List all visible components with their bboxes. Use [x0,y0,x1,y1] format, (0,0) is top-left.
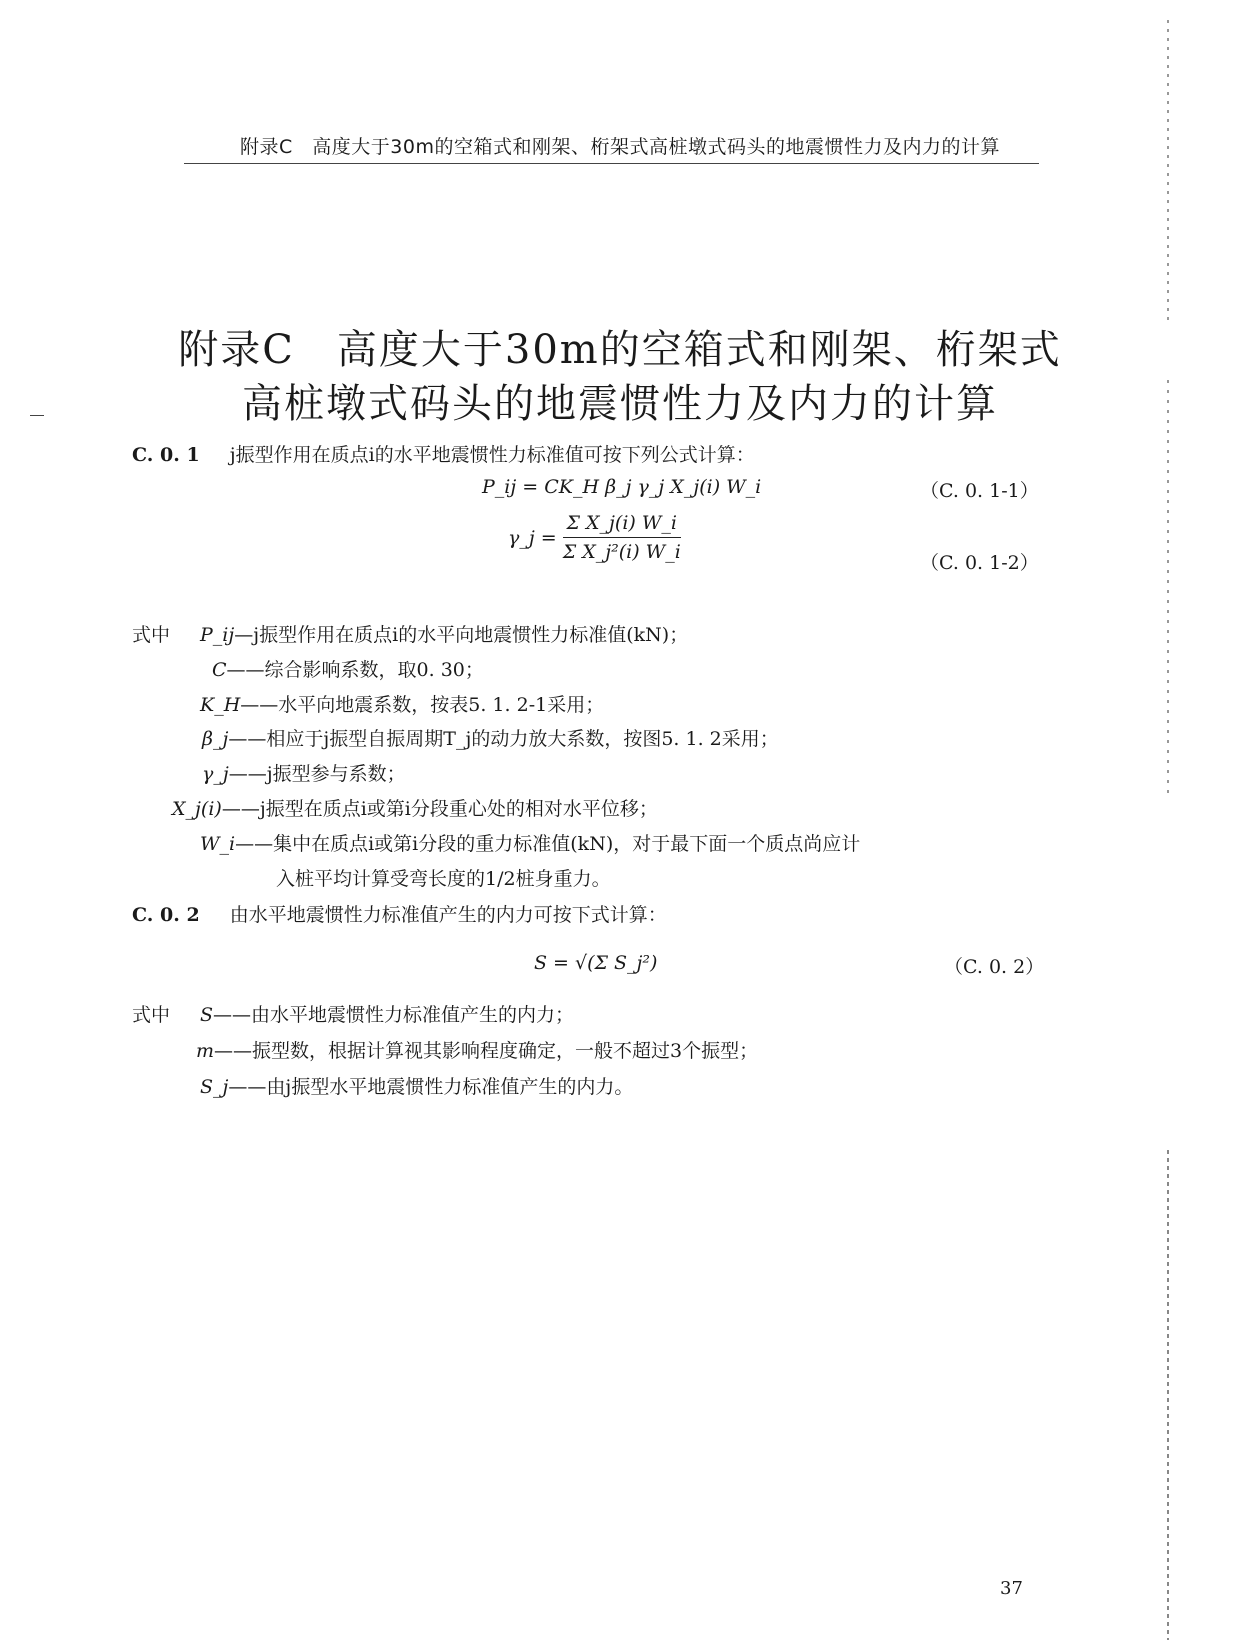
def-text: —j振型作用在质点i的水平向地震惯性力标准值(kN)； [234,624,689,646]
margin-mark [30,415,44,416]
def-c01-6 [200,829,860,856]
def-c01-1 [212,655,484,682]
scan-edge-top [1167,20,1169,320]
clause-c01-text: j振型作用在质点i的水平地震惯性力标准值可按下列公式计算： [229,444,755,466]
eq2-lhs: γ_j = [508,526,557,549]
def-text: ——水平向地震系数，按表5. 1. 2-1采用； [240,694,605,716]
def-c01-4 [202,759,406,786]
eq2-numerator: Σ X_j(i) W_i [566,512,677,534]
def-symbol: S [200,1004,214,1026]
def-text: ——集中在质点i或第i分段的重力标准值(kN)，对于最下面一个质点尚应计 [235,833,861,855]
running-header: 附录C 高度大于30m的空箱式和刚架、桁架式高桩墩式码头的地震惯性力及内力的计算 [240,136,1000,158]
def-text: ——由j振型水平地震惯性力标准值产生的内力。 [228,1076,634,1098]
where-label-c01: 式中 [132,624,171,646]
def-c01-0 [200,620,688,647]
def-c02-2 [200,1072,633,1099]
scan-edge-bottom [1167,1150,1169,1640]
def-symbol: β_j [202,728,229,750]
page-number: 37 [1000,1578,1023,1599]
equation-c02: S = √(Σ S_j²) [534,952,658,974]
def-symbol: K_H [200,694,241,716]
where-label-c02: 式中 [132,1004,171,1026]
def-text: ——相应于j振型自振周期T_j的动力放大系数，按图5. 1. 2采用； [228,728,779,750]
clause-c02-label: C. 0. 2 [132,904,200,926]
def-text: ——由水平地震惯性力标准值产生的内力； [213,1004,575,1026]
equation-number-c02: （C. 0. 2） [944,956,1045,978]
def-c01-3 [202,724,779,751]
equation-c01-2 [508,512,681,563]
def-symbol: S_j [200,1076,229,1098]
def-symbol: γ_j [202,763,229,785]
scan-edge-middle [1167,380,1169,800]
header-rule [184,163,1039,164]
title-line-2: 高桩墩式码头的地震惯性力及内力的计算 [242,381,998,427]
title-line-1: 附录C 高度大于30m的空箱式和刚架、桁架式 [178,327,1062,373]
def-symbol: C [212,659,227,681]
eq2-denominator: Σ X_j²(i) W_i [562,541,681,563]
def-c02-0 [200,1000,574,1027]
clause-c01 [132,440,755,467]
clause-c01-label: C. 0. 1 [132,444,200,466]
def-text: ——j振型在质点i或第i分段重心处的相对水平位移； [221,798,658,820]
def-text: ——综合影响系数，取0. 30； [226,659,484,681]
def-symbol: W_i [200,833,236,855]
clause-c02 [132,900,667,927]
def-symbol: m [196,1040,215,1062]
def-c01-2 [200,690,604,717]
equation-number-c01-2: （C. 0. 1-2） [920,552,1039,574]
eq2-fraction [563,512,681,563]
def-c01-continuation: 入桩平均计算受弯长度的1/2桩身重力。 [276,868,611,890]
clause-c02-text: 由水平地震惯性力标准值产生的内力可按下式计算： [229,904,667,926]
def-symbol: X_j(i) [172,798,222,820]
def-symbol: P_ij [200,624,235,646]
equation-number-c01-1: （C. 0. 1-1） [920,480,1039,502]
fraction-bar [563,537,681,538]
def-text: ——j振型参与系数； [228,763,406,785]
def-text: ——振型数，根据计算视其影响程度确定，一般不超过3个振型； [214,1040,759,1062]
def-c01-5 [172,794,658,821]
def-c02-1 [196,1036,758,1063]
equation-c01-1: P_ij = CK_H β_j γ_j X_j(i) W_i [482,476,762,498]
